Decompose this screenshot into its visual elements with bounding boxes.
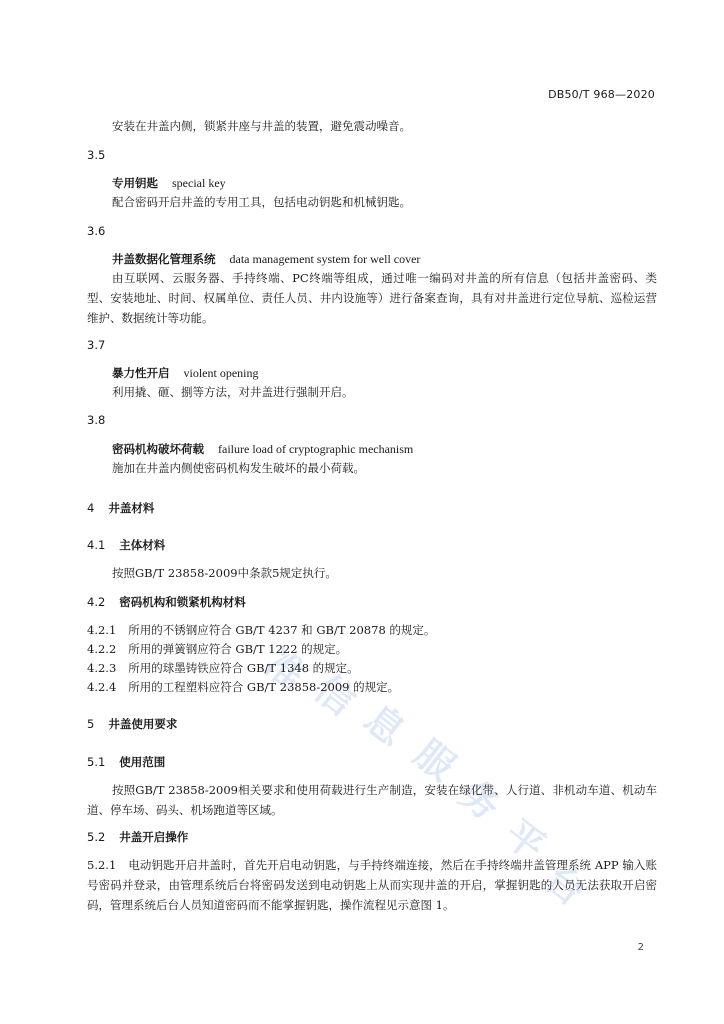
watermark-char: 服 [406,731,464,790]
watermark-char: 信 [306,666,364,725]
watermark-char: 台 [536,856,594,915]
item-text: 电动钥匙开启井盖时，首先开启电动钥匙，与手持终端连接，然后在手持终端井盖管理系统 APP 输入账号密码并登录，由管理系统后台将密码发送到电动钥匙上从而实现井盖的开启，掌握钥匙的人员无法获取开启密码，管理系统后台人员知道密码而不能掌握钥匙，操作流程见示意图 1。 [87,858,657,912]
item-text: 所用的弹簧钢应符合 GB/T 1222 的规定。 [128,642,348,656]
term-en: violent opening [183,366,259,380]
section-number: 5.1 [87,755,106,769]
clause-number-3-5: 3.5 [87,148,106,162]
item-number: 4.2.3 [87,661,117,675]
section-heading-5-1 [87,754,165,770]
term-definition: 利用撬、砸、捌等方法，对井盖进行强制开启。 [112,385,354,399]
section-heading-4-2 [87,594,246,610]
watermark-char: 平 [496,811,554,870]
term-3-6 [112,251,420,267]
clause-number-3-7: 3.7 [87,338,106,352]
watermark-char: 息 [356,696,414,755]
section-title: 主体材料 [119,538,166,552]
section-title: 井盖开启操作 [119,830,189,844]
term-definition: 由互联网、云服务器、手持终端、PC终端等组成，通过唯一编码对井盖的所有信息（包括井盖密码、类型、安装地址、时间、权属单位、责任人员、井内设施等）进行备案查询，具有对井盖进行定位导航、巡检运营维护、数据统计等功能。 [87,271,657,325]
paragraph: 按照GB/T 23858-2009相关要求和使用荷载进行生产制造，安装在绿化带、人行道、非机动车道、机动车道、停车场、码头、机场跑道等区域。 [87,783,657,817]
item-4-2-2 [87,641,347,657]
watermark-char: 务 [451,771,509,830]
term-zh: 密码机构破坏荷载 [112,442,204,456]
term-3-5 [112,175,226,191]
item-4-2-4 [87,679,399,695]
section-number: 5.2 [87,830,106,844]
term-en: data management system for well cover [229,252,421,266]
section-heading-5-2 [87,829,188,845]
watermark-char: 准 [256,641,314,700]
paragraph-line: 安装在井盖内侧，锁紧井座与井盖的装置，避免震动噪音。 [112,119,411,133]
section-title: 使用范围 [119,755,166,769]
section-heading-5 [87,716,177,732]
section-number: 4.1 [87,538,106,552]
paragraph-line: 按照GB/T 23858-2009中条款5规定执行。 [112,566,337,580]
term-3-7 [112,365,259,381]
page-number: 2 [637,942,644,953]
clause-number-3-6: 3.6 [87,224,106,238]
term-3-8 [112,441,413,457]
term-definition: 施加在井盖内侧使密码机构发生破坏的最小荷载。 [112,461,365,475]
section-heading-4 [87,500,154,516]
term-en: failure load of cryptographic mechanism [218,442,414,456]
section-number: 4 [87,501,95,515]
term-zh: 暴力性开启 [112,366,170,380]
term-en: special key [172,176,226,190]
item-number: 4.2.4 [87,680,117,694]
paragraph-5-2-1 [87,855,657,915]
item-text: 所用的球墨铸铁应符合 GB/T 1348 的规定。 [128,661,359,675]
section-number: 5 [87,717,95,731]
item-4-2-1 [87,622,435,638]
item-number: 4.2.2 [87,642,117,656]
item-text: 所用的工程塑料应符合 GB/T 23858-2009 的规定。 [128,680,400,694]
item-text: 所用的不锈钢应符合 GB/T 4237 和 GB/T 20878 的规定。 [128,623,436,637]
term-zh: 井盖数据化管理系统 [112,252,216,266]
section-title: 密码机构和锁紧机构材料 [119,595,246,609]
section-title: 井盖材料 [108,501,155,515]
document-id-header: DB50/T 968—2020 [548,88,655,101]
item-number: 5.2.1 [87,858,117,872]
item-4-2-3 [87,660,359,676]
term-definition: 配合密码开启井盖的专用工具，包括电动钥匙和机械钥匙。 [112,195,411,209]
section-title: 井盖使用要求 [108,717,178,731]
clause-number-3-8: 3.8 [87,413,106,427]
term-zh: 专用钥匙 [112,176,158,190]
item-number: 4.2.1 [87,623,117,637]
section-number: 4.2 [87,595,106,609]
section-heading-4-1 [87,537,165,553]
